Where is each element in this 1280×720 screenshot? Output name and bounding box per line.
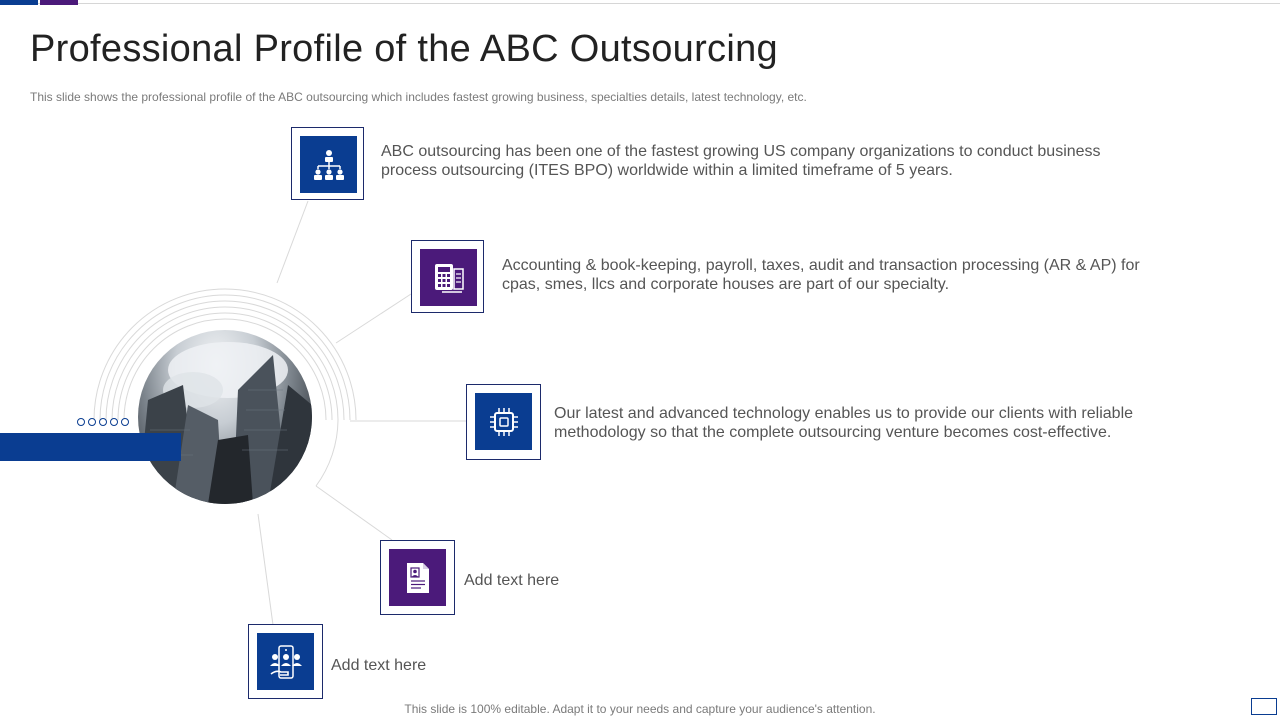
page-subtitle: This slide shows the professional profile of the ABC outsourcing which includes fastest growing business, specialties details, latest technology, etc.: [30, 90, 807, 104]
connector-line-5: [258, 514, 273, 625]
item-1-icon-box: [291, 127, 364, 200]
arc-ring-lower: [316, 420, 338, 486]
accent-bar: [0, 433, 181, 461]
pager-dot: [88, 418, 96, 426]
connector-line-4: [316, 486, 392, 540]
slide-number-box: [1251, 698, 1277, 715]
item-5-text: Add text here: [331, 657, 427, 674]
pager-dot: [77, 418, 85, 426]
item-1-text: ABC outsourcing has been one of the fastest growing US company organizations to conduct business process outsourcing (ITES BPO) worldwide within a limited timeframe of 5 years.: [381, 143, 1101, 179]
city-photo: [138, 330, 312, 504]
connector-line-2: [336, 294, 411, 343]
item-3-text: Our latest and advanced technology enables us to provide our clients with reliable methodology so that the complete outsourcing venture becomes cost-effective.: [554, 405, 1134, 441]
accounting-calculator-icon: [432, 261, 466, 295]
pager-dot: [121, 418, 129, 426]
org-chart-icon: [312, 149, 346, 181]
item-4-icon-box: [380, 540, 455, 615]
item-5-icon-box: [248, 624, 323, 699]
item-2-icon-box: [411, 240, 484, 313]
item-2-text: Accounting & book-keeping, payroll, taxes, audit and transaction processing (AR & AP) for cpas, smes, llcs and corporate houses are part of our specialty.: [502, 257, 1140, 293]
team-mobile-icon: [268, 644, 304, 680]
item-3-icon-box: [466, 384, 541, 460]
pager-dot: [110, 418, 118, 426]
pager-dots: [77, 418, 129, 426]
document-profile-icon: [403, 561, 433, 595]
pager-dot: [99, 418, 107, 426]
footer-note: This slide is 100% editable. Adapt it to your needs and capture your audience's attention.: [404, 702, 876, 716]
page-title: Professional Profile of the ABC Outsourcing: [30, 28, 778, 70]
microchip-icon: [487, 405, 521, 439]
connector-line-1: [277, 201, 308, 283]
item-4-text: Add text here: [464, 572, 560, 589]
